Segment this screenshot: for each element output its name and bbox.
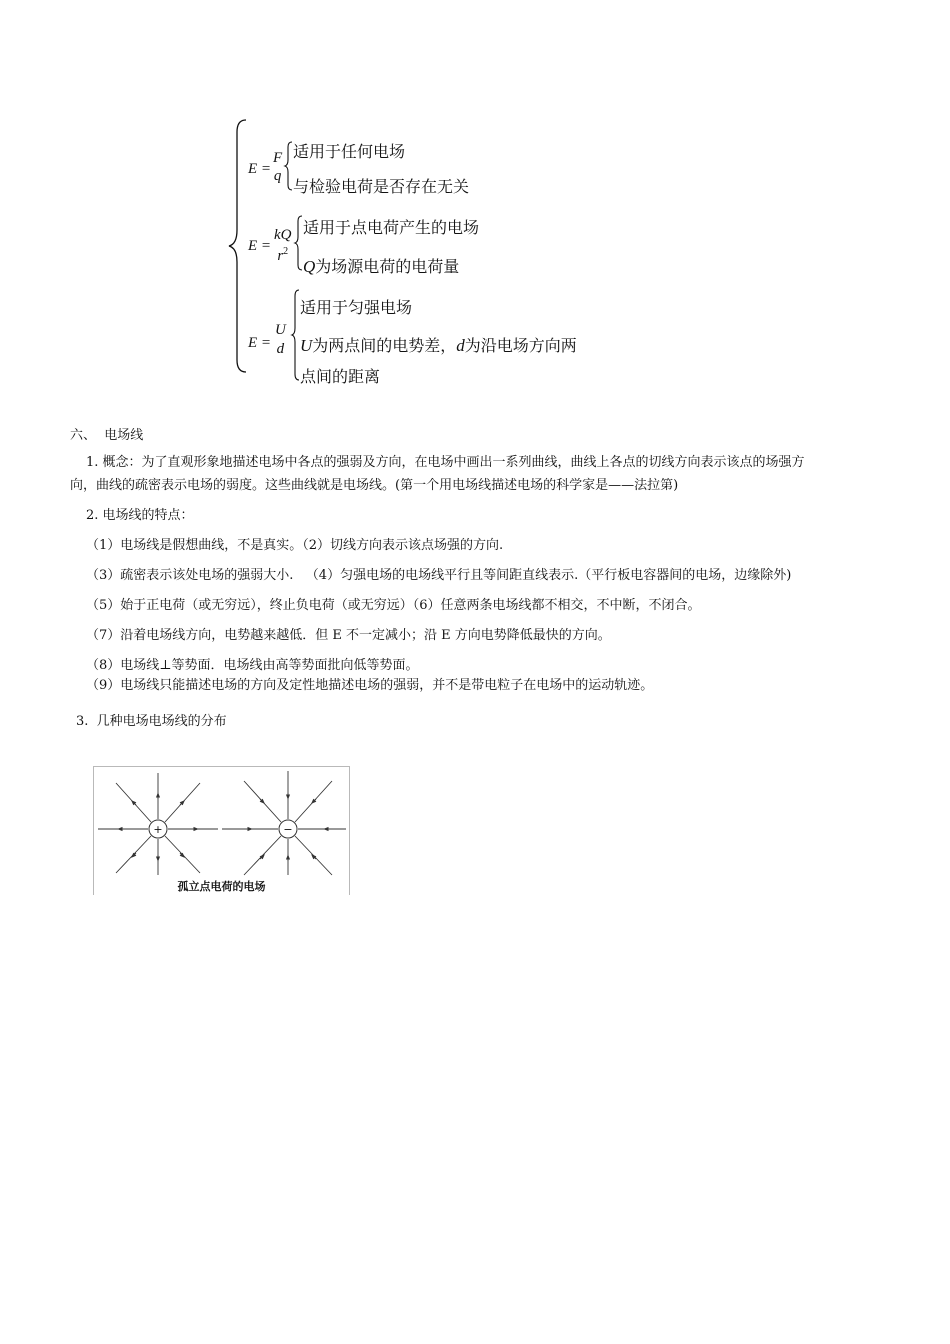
formula3-note2-var2: d [456,336,465,355]
formula1-fraction [273,151,282,184]
formula1-numerator: F [273,150,283,166]
formula3-denominator: d [276,341,285,357]
formula3-numerator: U [275,322,286,338]
figure-caption: 孤立点电荷的电场 [177,880,266,893]
feature-line-1: （1）电场线是假想曲线，不是真实。（2）切线方向表示该点场强的方向. [86,538,504,553]
point-charge-figure [93,766,350,895]
formula1-note2: 与检验电荷是否存在无关 [293,177,470,196]
distribution-title: 3. 几种电场电场线的分布 [76,714,227,729]
feature-line-5: （8）电场线⊥等势面．电场线由高等势面批向低等势面。 [86,658,419,673]
outer-brace [228,118,248,378]
formula3-note2-var1: U [300,336,313,355]
formula3-fraction [275,323,286,357]
feature-line-3: （5）始于正电荷（或无穷远），终止负电荷（或无穷远）（6）任意两条电场线都不相交，不中断，不闭合。 [86,598,701,613]
formula2-note2 [303,254,459,277]
negative-charge-symbol: − [283,823,293,836]
formula3-note2-text2: 为沿电场方向两 [464,336,577,355]
formula3-note1: 适用于匀强电场 [300,298,413,317]
formula2-denominator-base: r [277,248,284,264]
formula2-denominator [277,247,288,264]
feature-line-4: （7）沿着电场线方向，电势越来越低．但 E 不一定减小；沿 E 方向电势降低最快的方向。 [86,628,611,643]
formula1-note1: 适用于任何电场 [293,142,406,161]
formula2-note1: 适用于点电荷产生的电场 [303,218,480,237]
concept-line-2: 向，曲线的疏密表示电场的弱度。这些曲线就是电场线。(第一个用电场线描述电场的科学家是——法拉第) [70,478,679,493]
formula1-lhs: E = [248,161,272,177]
formula2-lhs: E = [248,238,272,254]
formula3-note2 [300,333,577,356]
feature-line-6: （9）电场线只能描述电场的方向及定性地描述电场的强弱，并不是带电粒子在电场中的运动轨迹。 [86,678,654,693]
concept-line-1: 1. 概念：为了直观形象地描述电场中各点的强弱及方向，在电场中画出一系列曲线，曲线上各点的切线方向表示该点的场强方 [86,455,805,470]
formula2-numerator: kQ [274,227,292,243]
formula1-denominator: q [273,168,282,184]
feature-line-2: （3）疏密表示该处电场的强弱大小. （4）匀强电场的电场线平行且等间距直线表示.（平行板电容器间的电场，边缘除外) [86,568,792,583]
formula3-note3: 点间的距离 [300,367,381,386]
formula2-fraction [274,228,292,264]
formula2-note2-var: Q [303,257,316,276]
positive-charge-symbol: + [153,823,163,836]
features-title: 2. 电场线的特点： [86,508,194,523]
formula3-note2-text1: 为两点间的电势差， [312,336,457,355]
formula2-note2-text: 为场源电荷的电荷量 [315,257,460,276]
formula2-denominator-exp: 2 [283,246,289,257]
field-lines-diagram [94,767,349,879]
formula3-lhs: E = [248,335,272,351]
section-heading: 六、 电场线 [70,428,144,443]
